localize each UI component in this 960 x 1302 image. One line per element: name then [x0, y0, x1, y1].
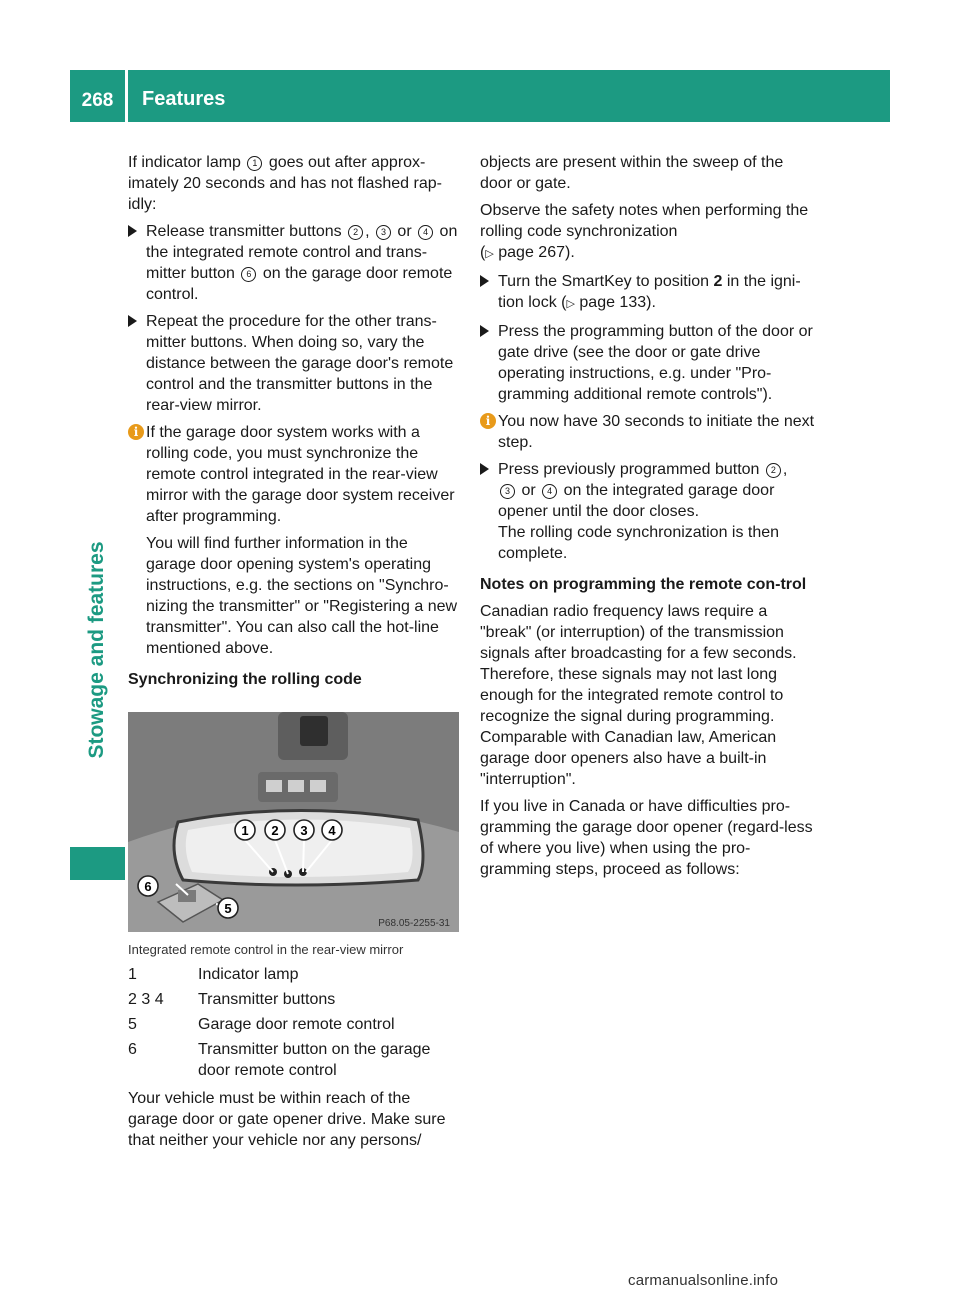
- figure-code: P68.05-2255-31: [378, 918, 450, 929]
- figure-callout-3: 3: [300, 823, 308, 838]
- safety-notes-paragraph: Observe the safety notes when performing the rolling code synchronization (▷ page 267).: [480, 202, 809, 261]
- figure-callout-5: 5: [224, 901, 232, 916]
- right-column: [480, 152, 815, 886]
- canada-instructions-paragraph: If you live in Canada or have difficulties pro-gramming the garage door opener (regard-less of where you live) when using the pro-gramming steps, proceed as follows:: [480, 798, 813, 878]
- page-reference[interactable]: page 133).: [579, 294, 656, 311]
- figure-callout-2: 2: [271, 823, 279, 838]
- step-arrow-icon: [480, 275, 489, 287]
- header-divider: [125, 70, 128, 122]
- figure-callout-1: 1: [241, 823, 249, 838]
- subheading-notes-programming: Notes on programming the remote con-trol: [480, 576, 807, 593]
- legend-item: 6 Transmitter button on the garage door remote control: [128, 1041, 431, 1079]
- figure-legend: [128, 964, 461, 1085]
- figure-callout-4: 4: [328, 823, 336, 838]
- page-reference[interactable]: page 267).: [498, 244, 575, 261]
- legend-item: 5 Garage door remote control: [128, 1016, 395, 1033]
- info-icon: i: [480, 413, 496, 429]
- info-note: i If the garage door system works with a rolling code, you must synchronize the remote control integrated in the rear-view mirror with the garage door system receiver after programming. You will find further information in the garage door opening system's operating instructions, e.g. the sections on "Synchro-nizing the transmitter" or "Registering a new transmitter". You can also call the hot-line mentioned above.: [128, 422, 461, 659]
- side-tab-marker: [70, 847, 125, 880]
- side-tab-label: Stowage and features: [85, 541, 108, 759]
- step-arrow-icon: [128, 225, 137, 237]
- callout-1: 1: [247, 156, 262, 171]
- section-title: Features: [142, 88, 226, 110]
- intro-paragraph: If indicator lamp 1 goes out after approx-imately 20 seconds and has not flashed rap-idly:: [128, 154, 442, 213]
- figure-callout-6: 6: [144, 879, 152, 894]
- step-arrow-icon: [480, 463, 489, 475]
- step-turn-smartkey: Turn the SmartKey to position 2 in the igni-tion lock (▷ page 133).: [480, 271, 815, 315]
- sweep-paragraph: objects are present within the sweep of the door or gate.: [480, 154, 784, 192]
- figure-caption: Integrated remote control in the rear-view mirror: [128, 942, 404, 957]
- watermark: carmanualsonline.info: [628, 1272, 779, 1289]
- info-icon: i: [128, 424, 144, 440]
- step-repeat-procedure: Repeat the procedure for the other trans-mitter buttons. When doing so, vary the distance between the garage door's remote control and the transmitter buttons in the rear-view mirror.: [128, 311, 461, 416]
- legend-item: 1 Indicator lamp: [128, 966, 299, 983]
- step-press-programmed-button: Press previously programmed button 2 , 3 or 4 on the integrated garage door opener until the door closes. The rolling code synchronization is then complete.: [480, 459, 815, 564]
- vehicle-reach-paragraph: Your vehicle must be within reach of the garage door or gate opener drive. Make sure that neither your vehicle nor any persons/: [128, 1090, 446, 1149]
- info-note: i You now have 30 seconds to initiate the next step.: [480, 411, 815, 453]
- step-press-programming-button: Press the programming button of the door or gate drive (see the door or gate drive operating instructions, e.g. under "Pro-gramming additional remote controls").: [480, 321, 815, 405]
- step-arrow-icon: [128, 315, 137, 327]
- left-column: [128, 152, 461, 696]
- canadian-law-paragraph: Canadian radio frequency laws require a "break" (or interruption) of the transmission signals after broadcasting for a few seconds. Therefore, these signals may not last long enough for the integrated remote control to recognize the signal during programming. Comparable with Canadian law, American garage door openers also have a built-in "interruption".: [480, 603, 797, 788]
- step-arrow-icon: [480, 325, 489, 337]
- subheading-synchronizing: Synchronizing the rolling code: [128, 671, 362, 688]
- page-number: 268: [81, 90, 114, 111]
- side-tab: [82, 460, 112, 840]
- legend-item: 2 3 4 Transmitter buttons: [128, 991, 336, 1008]
- mirror-illustration: [128, 712, 459, 932]
- step-release-buttons: Release transmitter buttons 2 , 3 or 4 on the integrated remote control and trans-mitter button 6 on the garage door remote control.: [128, 221, 461, 305]
